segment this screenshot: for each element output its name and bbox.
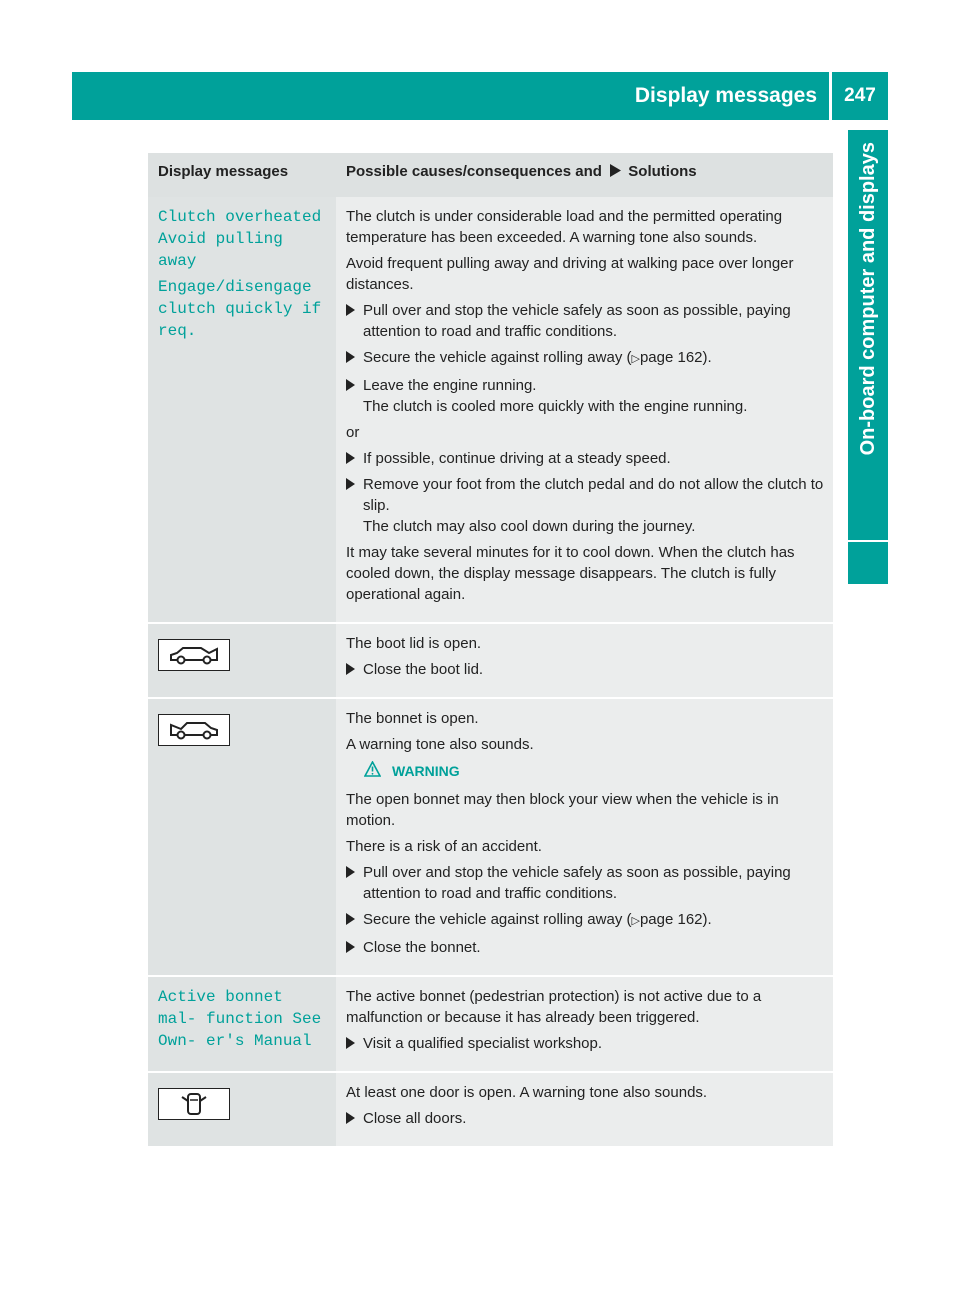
section-tab: [848, 130, 888, 540]
step-arrow-icon: [346, 663, 355, 675]
page-ref-link[interactable]: page 162).: [639, 911, 712, 928]
warning-heading: WARNING: [364, 761, 827, 782]
warning-triangle-icon: [364, 761, 381, 777]
page-number: 247: [832, 72, 888, 120]
description: The boot lid is open.: [346, 635, 482, 652]
message-text: Active bonnet mal‑ function See Own‑ er's Manual: [158, 988, 322, 1050]
table-row: [148, 1072, 833, 1147]
step: Close the bonnet.: [346, 937, 827, 958]
step: Leave the engine running. The clutch is cooled more quickly with the engine running.: [346, 375, 827, 417]
section-marker: [848, 542, 888, 584]
table-row: [148, 698, 833, 976]
step: Visit a qualified specialist workshop.: [346, 1033, 827, 1054]
step: Remove your foot from the clutch pedal and do not allow the clutch to slip. The clutch may also cool down during the journey.: [346, 474, 827, 537]
description: The clutch is under considerable load and the permitted operating temperature has been exceeded. A warning tone also sounds.: [346, 208, 783, 246]
description: The active bonnet (pedestrian protection) is not active due to a malfunction or because it has already been triggered.: [346, 988, 762, 1026]
step-arrow-icon: [346, 452, 355, 464]
step: Close all doors.: [346, 1108, 827, 1129]
table-row: [148, 976, 833, 1072]
step-arrow-icon: [346, 1112, 355, 1124]
step-arrow-icon: [346, 866, 355, 878]
step: Pull over and stop the vehicle safely as soon as possible, paying attention to road and traffic conditions.: [346, 862, 827, 904]
display-messages-table: [148, 153, 833, 1148]
message-text: Avoid pulling away: [158, 230, 283, 270]
boot-open-icon: [158, 639, 230, 671]
page-ref-icon: ▷: [631, 353, 640, 365]
page-title: Display messages: [634, 84, 817, 107]
step: Close the boot lid.: [346, 659, 827, 680]
col-header-solutions: Possible causes/consequences and Solutions: [336, 153, 833, 197]
page-ref-icon: ▷: [631, 915, 640, 927]
description: At least one door is open. A warning tone also sounds.: [346, 1084, 708, 1101]
step-arrow-icon: [346, 1037, 355, 1049]
message-text: Clutch overheated: [158, 208, 322, 226]
warning-text: There is a risk of an accident.: [346, 838, 542, 855]
step: Secure the vehicle against rolling away (▷page 162).: [346, 909, 827, 932]
step-arrow-icon: [346, 913, 355, 925]
header-bar: [72, 72, 829, 120]
description: It may take several minutes for it to cool down. When the clutch has cooled down, the display message disappears. The clutch is fully operational again.: [346, 544, 795, 603]
step-arrow-icon: [346, 478, 355, 490]
warning-text: The open bonnet may then block your view when the vehicle is in motion.: [346, 791, 779, 829]
page-ref-link[interactable]: page 162).: [639, 349, 712, 366]
message-text: Engage/disengage clutch quickly if req.: [158, 278, 322, 340]
step: Secure the vehicle against rolling away (▷page 162).: [346, 347, 827, 370]
col-header-messages: Display messages: [148, 153, 336, 197]
section-tab-label: On-board computer and displays: [856, 142, 879, 456]
description: The bonnet is open.: [346, 710, 479, 727]
door-open-icon: [158, 1088, 230, 1120]
description: A warning tone also sounds.: [346, 736, 534, 753]
step-arrow-icon: [346, 304, 355, 316]
solution-arrow-icon: [609, 164, 621, 177]
step: If possible, continue driving at a steady speed.: [346, 448, 827, 469]
table-row: [148, 197, 833, 623]
description: Avoid frequent pulling away and driving at walking pace over longer distances.: [346, 255, 794, 293]
or-label: or: [346, 424, 360, 441]
step: Pull over and stop the vehicle safely as soon as possible, paying attention to road and traffic conditions.: [346, 300, 827, 342]
bonnet-open-icon: [158, 714, 230, 746]
step-arrow-icon: [346, 379, 355, 391]
step-arrow-icon: [346, 941, 355, 953]
step-arrow-icon: [346, 351, 355, 363]
table-row: [148, 623, 833, 698]
